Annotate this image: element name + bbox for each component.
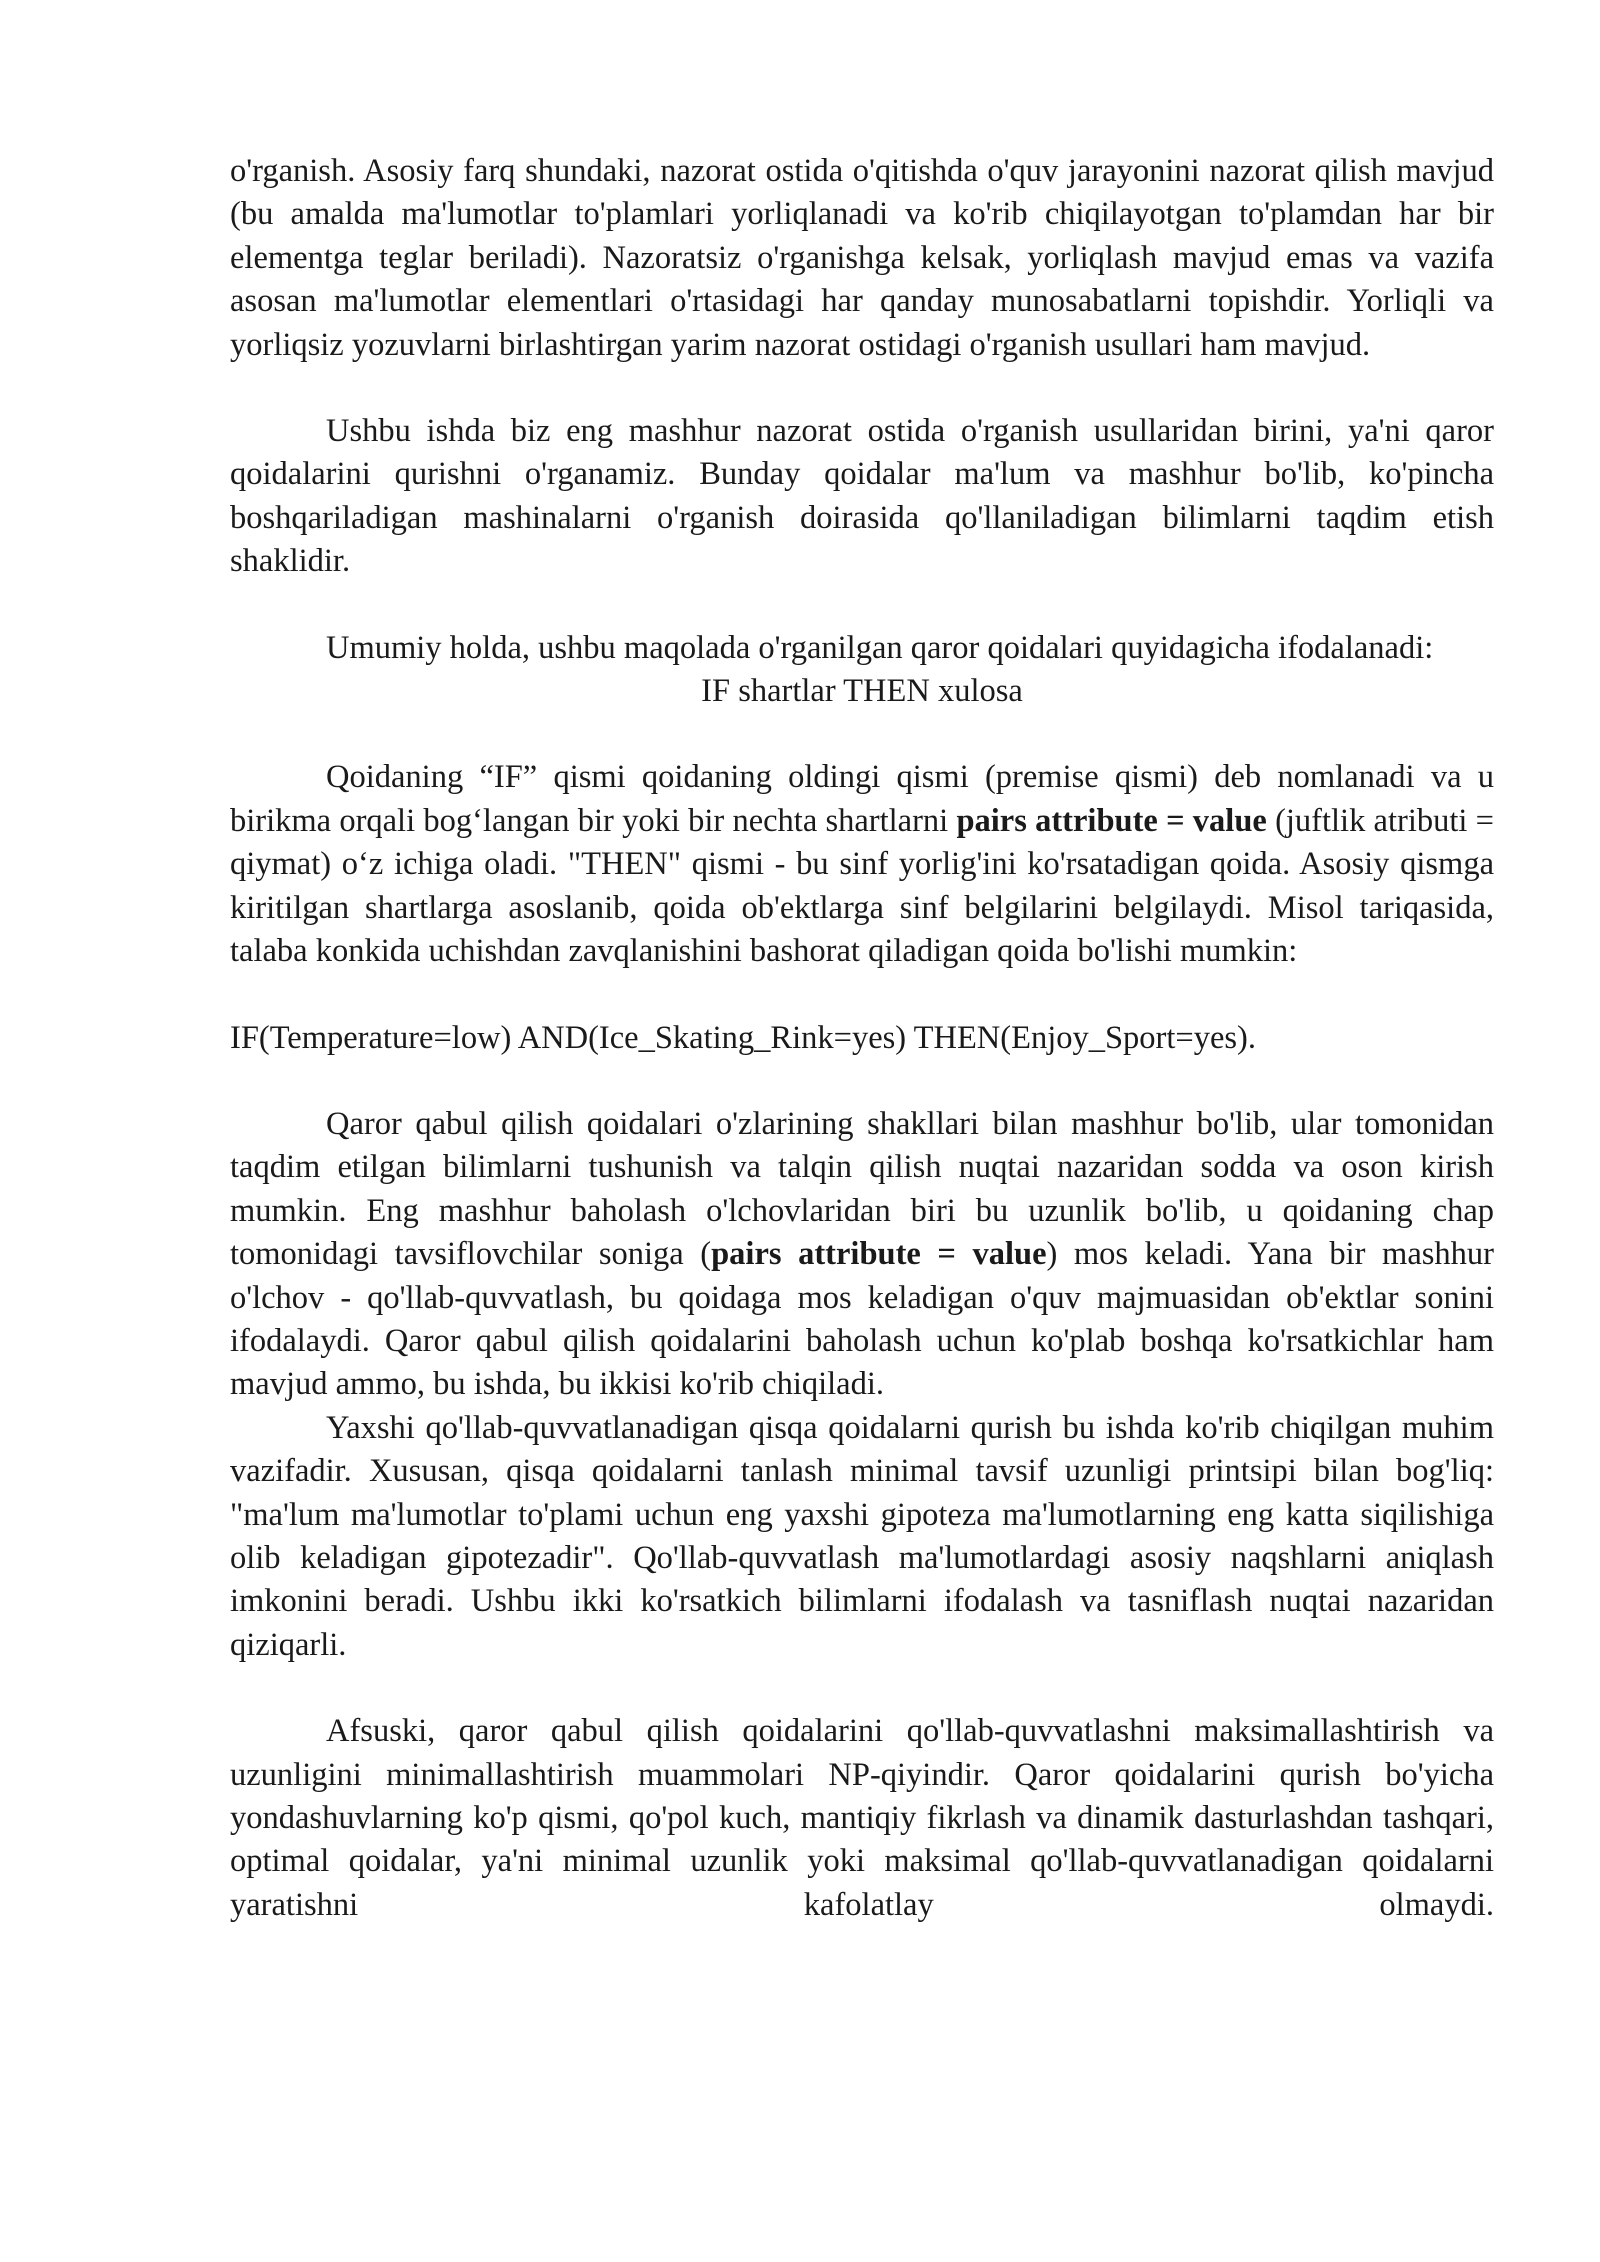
paragraph-1: o'rganish. Asosiy farq shundaki, nazorat ostida o'qitishda o'quv jarayonini nazorat qilish mavjud (bu amalda ma'lumotlar to'plamlari yorliqlanadi va ko'rib chiqilayotgan to'plamdan har bir elementga teglar beriladi). Nazoratsiz o'rganishga kelsak, yorliqlash mavjud emas va vazifa asosan ma'lumotlar elementlari o'rtasidagi har qanday munosabatlarni topishdir. Yorliqli va yorliqsiz yozuvlarni birlashtirgan yarim nazorat ostidagi o'rganish usullari ham mavjud. bbox=[230, 153, 1494, 363]
paragraph-3: Umumiy holda, ushbu maqolada o'rganilgan qaror qoidalari quyidagicha ifodalanadi: bbox=[326, 629, 1434, 666]
paragraph-7: Afsuski, qaror qabul qilish qoidalarini qo'llab-quvvatlashni maksimallashtirish va uzunligini minimallashtirish muammolari NP-qiyindir. Qaror qoidalarini qurish bo'yicha yondashuvlarning ko'p qismi, qo'pol kuch, mantiqiy fikrlash va dinamik dasturlashdan tashqari, optimal qoidalar, ya'ni minimal uzunlik yoki maksimal qo'llab-quvvatlanadigan qoidalarni yaratishni kafolatlay olmaydi. bbox=[230, 1713, 1494, 1923]
paragraph-5 bbox=[230, 1103, 1494, 1407]
paragraph-4 bbox=[230, 756, 1494, 973]
paragraph-5-bold: pairs attribute = value bbox=[711, 1236, 1047, 1273]
rule-formula: IF shartlar THEN xulosa bbox=[701, 673, 1023, 710]
paragraph-2: Ushbu ishda biz eng mashhur nazorat ostida o'rganish usullaridan birini, ya'ni qaror qoidalarini qurishni o'rganamiz. Bunday qoidalar ma'lum va mashhur bo'lib, ko'pincha boshqariladigan mashinalarni o'rganish doirasida qo'llaniladigan bilimlarni taqdim etish shaklidir. bbox=[230, 413, 1494, 580]
paragraph-5-text-b: ) mos keladi. Yana bir mashhur o'lchov - qo'llab-quvvatlash, bu qoidaga mos keladigan o'quv majmuasidan ob'ektlar sonini ifodalaydi. Qaror qabul qilish qoidalarini baholash uchun ko'plab boshqa ko'rsatkichlar ham mavjud ammo, bu ishda, bu ikkisi ko'rib chiqiladi. bbox=[230, 1236, 1494, 1403]
paragraph-6: Yaxshi qo'llab-quvvatlanadigan qisqa qoidalarni qurish bu ishda ko'rib chiqilgan muhim vazifadir. Xususan, qisqa qoidalarni tanlash minimal tavsif uzunligi printsipi bilan bog'liq: "ma'lum ma'lumotlar to'plami uchun eng yaxshi gipoteza ma'lumotlarning eng katta siqilishiga olib keladigan gipotezadir". Qo'llab-quvvatlash ma'lumotlardagi asosiy naqshlarni aniqlash imkonini beradi. Ushbu ikki ko'rsatkich bilimlarni ifodalash va tasniflash nuqtai nazaridan qiziqarli. bbox=[230, 1409, 1494, 1663]
paragraph-5-text-a: Qaror qabul qilish qoidalari o'zlarining shakllari bilan mashhur bo'lib, ular tomonidan taqdim etilgan bilimlarni tushunish va talqin qilish nuqtai nazaridan sodda va oson kirish mumkin. Eng mashhur baholash o'lchovlaridan biri bu uzunlik bo'lib, u qoidaning chap tomonidagi tavsiflovchilar soniga ( bbox=[230, 1105, 1494, 1273]
paragraph-4-text-a: Qoidaning “IF” qismi qoidaning oldingi qismi (premise qismi) deb nomlanadi va u birikma orqali bog‘langan bir yoki bir nechta shartlarni bbox=[230, 759, 1494, 839]
rule-example: IF(Temperature=low) AND(Ice_Skating_Rink=yes) THEN(Enjoy_Sport=yes). bbox=[230, 1019, 1257, 1056]
document-page bbox=[230, 150, 1494, 1927]
paragraph-4-text-b: (juftlik atributi = qiymat) o‘z ichiga oladi. "THEN" qismi - bu sinf yorlig'ini ko'rsatadigan qoida. Asosiy qismga kiritilgan shartlarga asoslanib, qoida ob'ektlarga sinf belgilarini belgilaydi. Misol tariqasida, talaba konkida uchishdan zavqlanishini bashorat qiladigan qoida bo'lishi mumkin: bbox=[230, 802, 1494, 970]
paragraph-4-bold: pairs attribute = value bbox=[956, 802, 1267, 839]
